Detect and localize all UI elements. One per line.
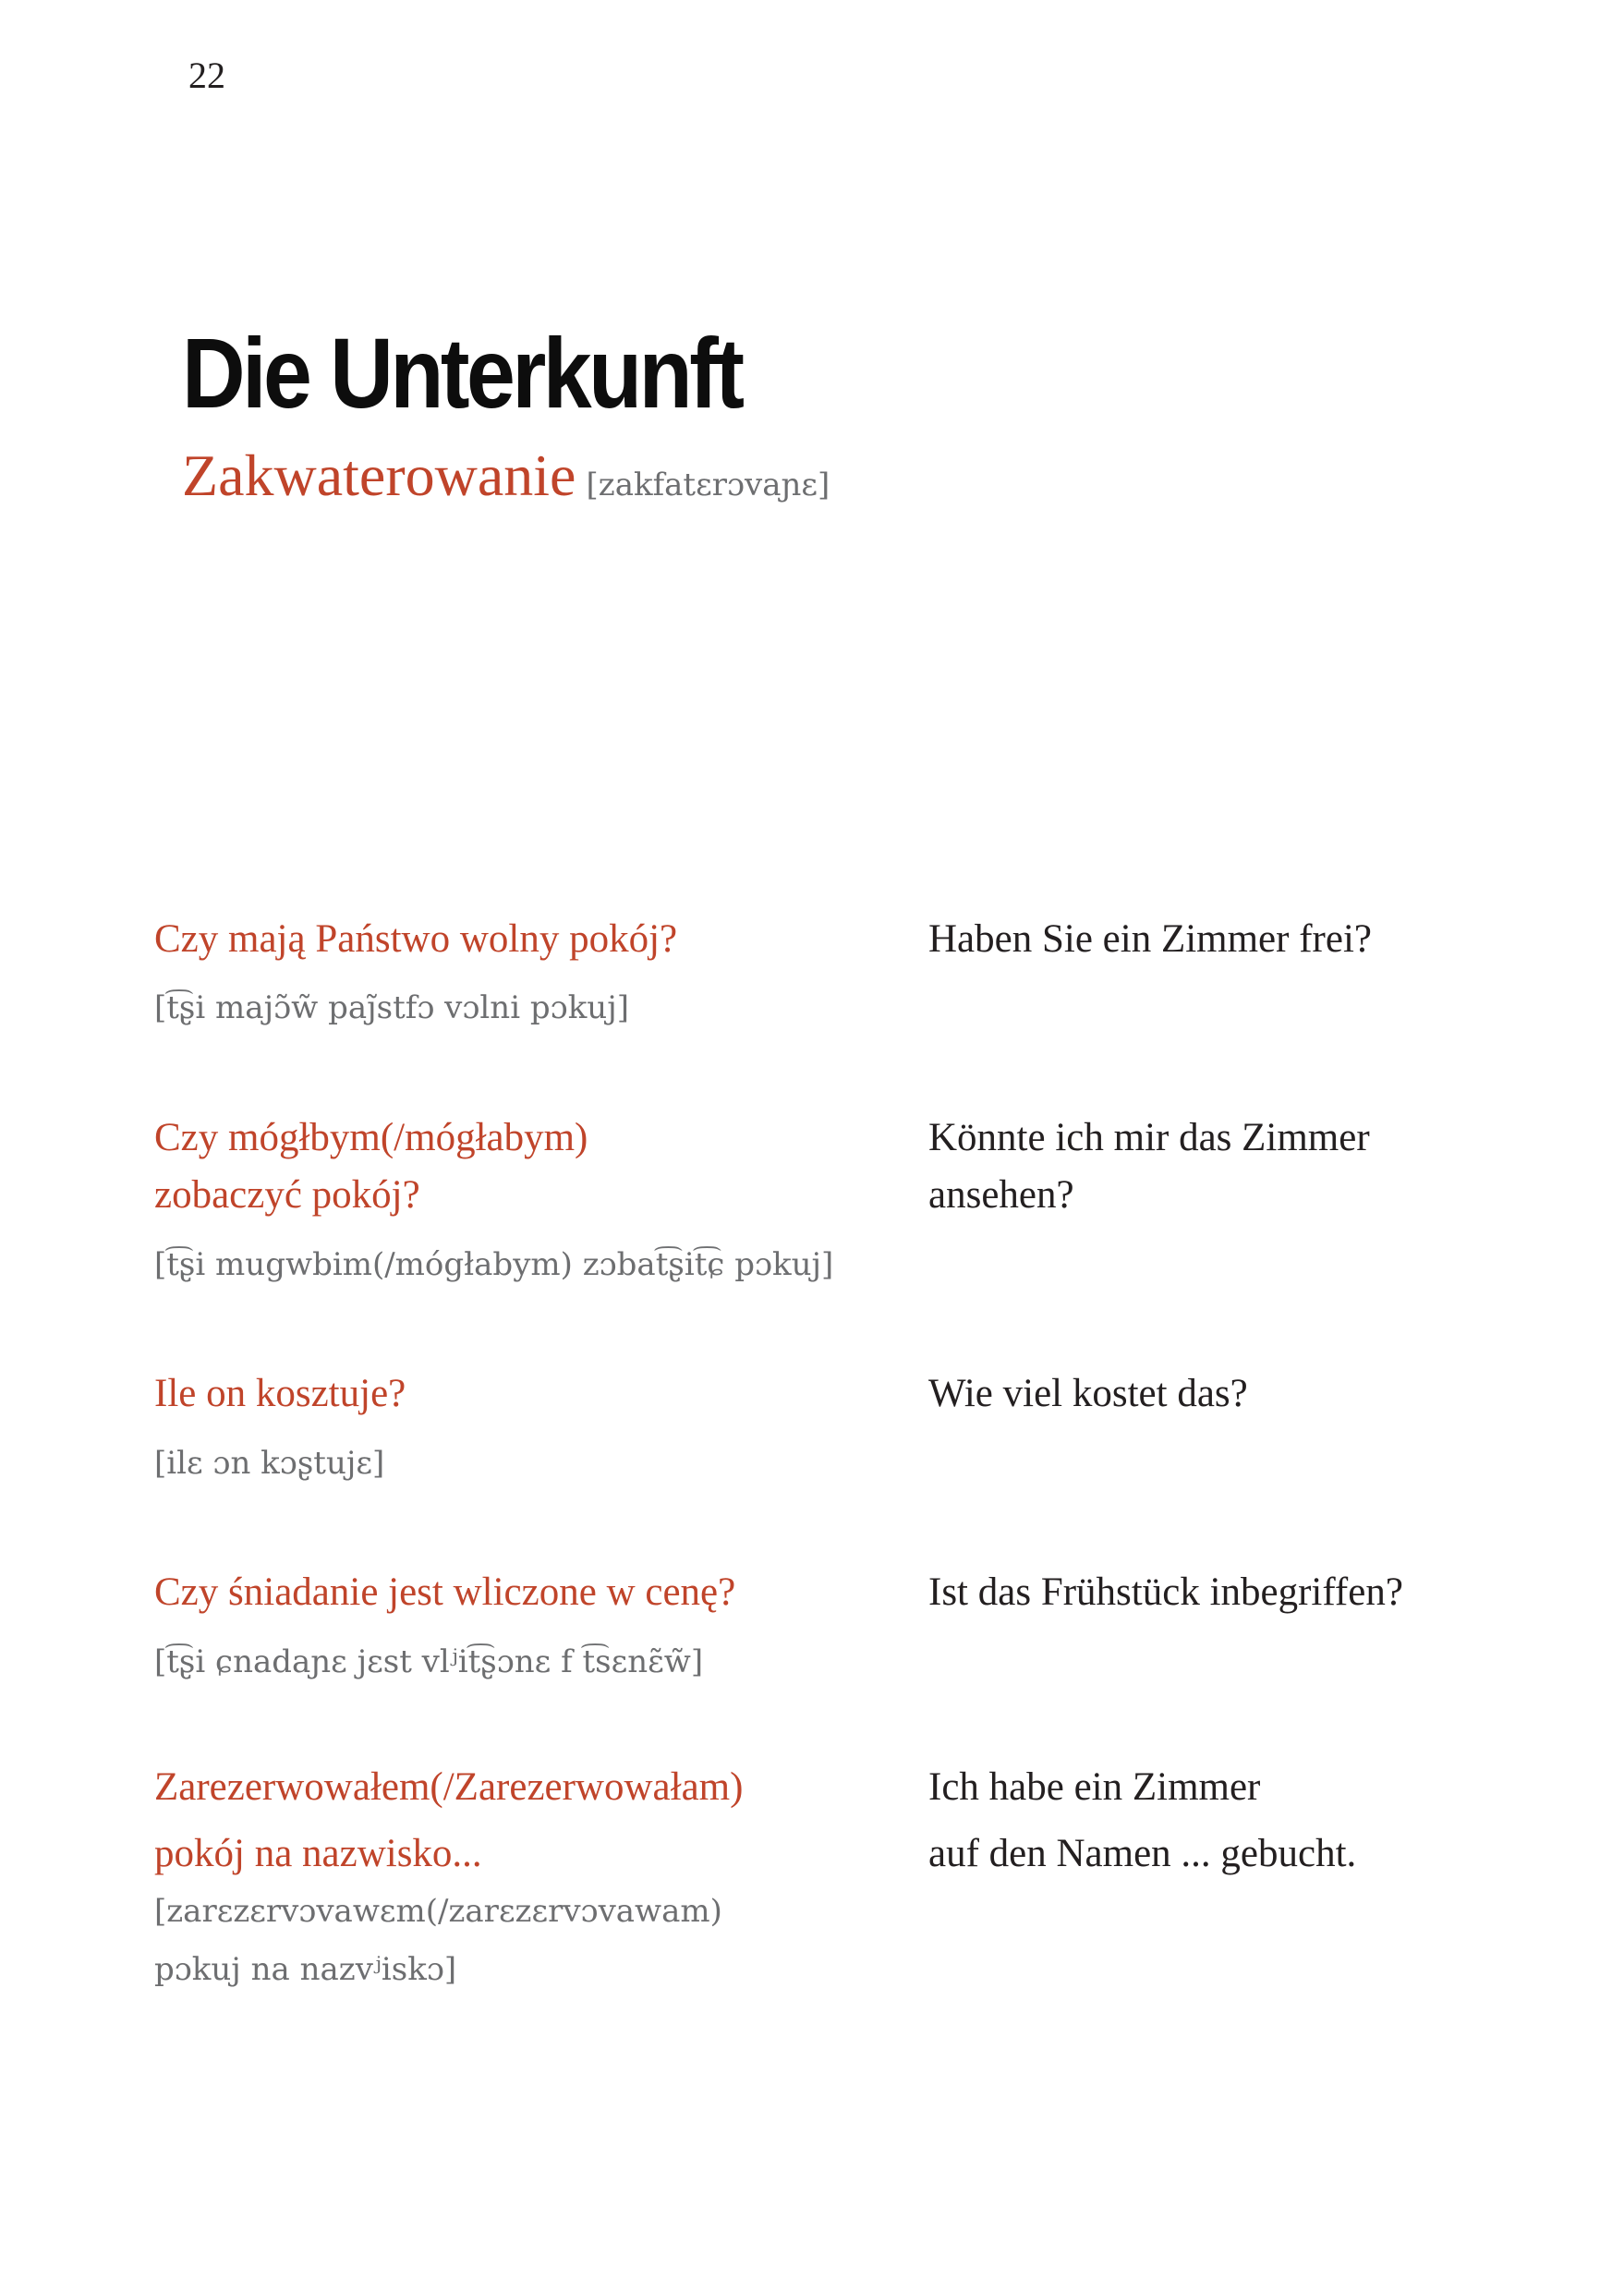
phrase-german-line: Wie viel kostet das? xyxy=(928,1372,1248,1415)
page-number: 22 xyxy=(188,55,225,96)
phrase-ipa-line: pɔkuj na nazvʲiskɔ] xyxy=(154,1951,457,1988)
phrase-ipa xyxy=(154,979,629,1037)
phrase-german-line: Könnte ich mir das Zimmer xyxy=(928,1116,1370,1159)
chapter-subtitle-ipa: [zakfatɛrɔvaɲɛ] xyxy=(586,467,830,503)
phrase-polish-line: Ile on kosztuje? xyxy=(154,1372,406,1415)
phrase-polish xyxy=(154,911,677,968)
phrase-german xyxy=(928,911,1372,968)
phrase-german-line: Ist das Frühstück inbegriffen? xyxy=(928,1570,1403,1614)
phrase-polish xyxy=(154,1754,743,1887)
phrase-polish-line: pokój na nazwisko... xyxy=(154,1832,482,1875)
chapter-subtitle-polish: Zakwaterowanie xyxy=(182,442,576,508)
chapter-title: Die Unterkunft xyxy=(182,317,742,429)
phrase-polish-line: Zarezerwowałem(/Zarezerwowałam) xyxy=(154,1765,744,1809)
phrase-polish xyxy=(154,1365,406,1423)
phrase-german xyxy=(928,1109,1370,1224)
phrase-german xyxy=(928,1754,1356,1887)
phrase-german xyxy=(928,1365,1248,1423)
phrase-polish xyxy=(154,1564,735,1621)
phrase-ipa-line: [t͡ʂi mugwbim(/mógłabym) zɔbat͡ʂit͡ɕ pɔkuj] xyxy=(154,1246,834,1283)
phrase-german-line: ansehen? xyxy=(928,1173,1074,1217)
phrase-ipa xyxy=(154,1633,703,1691)
phrase-ipa-line: [t͡ʂi ɕnadaɲɛ jɛst vlʲit͡ʂɔnɛ f t͡sɛnɛ̃w̃] xyxy=(154,1643,704,1680)
phrase-ipa xyxy=(154,1883,722,1999)
phrase-polish-line: Czy mają Państwo wolny pokój? xyxy=(154,917,678,961)
phrase-german-line: auf den Namen ... gebucht. xyxy=(928,1832,1357,1875)
phrase-ipa xyxy=(154,1435,384,1493)
phrase-ipa-line: [t͡ʂi majɔ̃w̃ paj̃stfɔ vɔlni pɔkuj] xyxy=(154,989,630,1026)
phrase-polish xyxy=(154,1109,588,1224)
phrase-german xyxy=(928,1564,1403,1621)
phrase-german-line: Haben Sie ein Zimmer frei? xyxy=(928,917,1372,961)
phrase-ipa-line: [ilɛ ɔn kɔʂtujɛ] xyxy=(154,1445,385,1482)
phrase-ipa-line: [zarɛzɛrvɔvawɛm(/zarɛzɛrvɔvawam) xyxy=(154,1893,722,1930)
phrase-ipa xyxy=(154,1236,833,1294)
phrase-german-line: Ich habe ein Zimmer xyxy=(928,1765,1261,1809)
phrase-polish-line: Czy mógłbym(/mógłabym) xyxy=(154,1116,588,1159)
phrase-polish-line: Czy śniadanie jest wliczone w cenę? xyxy=(154,1570,736,1614)
phrase-polish-line: zobaczyć pokój? xyxy=(154,1173,420,1217)
